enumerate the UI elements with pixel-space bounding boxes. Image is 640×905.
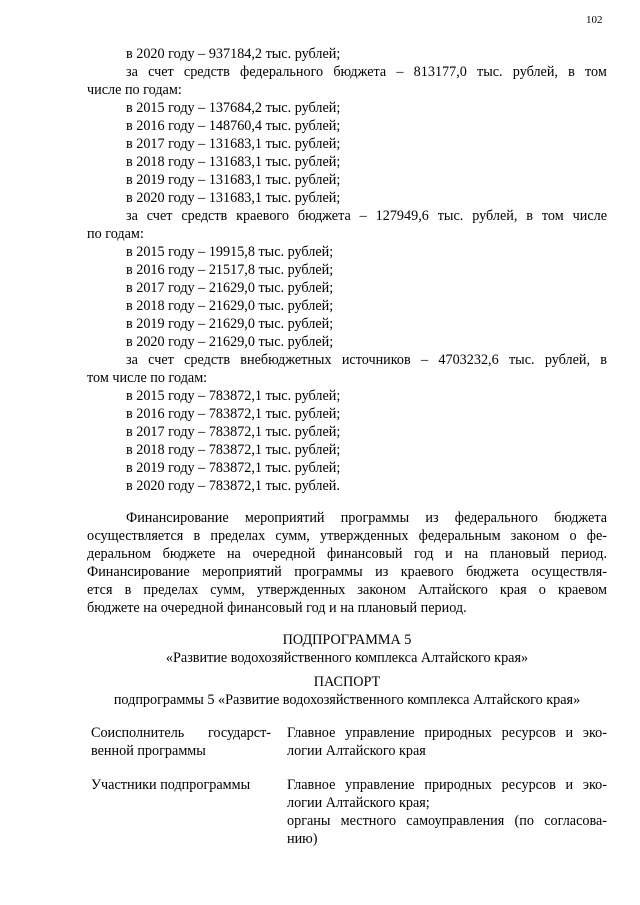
passport-row-label: Соисполнитель государст- (91, 725, 271, 741)
extra-year-line: в 2016 году – 783872,1 тыс. рублей; (126, 406, 341, 422)
passport-heading: ПАСПОРТ (313, 674, 381, 690)
regional-year-line: в 2019 году – 21629,0 тыс. рублей; (126, 316, 334, 332)
regional-budget-line: за счет средств краевого бюджета – 127949,6 тыс. рублей, в том числе (126, 208, 607, 224)
extra-year-line: в 2017 году – 783872,1 тыс. рублей; (126, 424, 341, 440)
page-number: 102 (586, 14, 603, 26)
passport-row-value: нию) (287, 831, 318, 847)
regional-year-line: в 2015 году – 19915,8 тыс. рублей; (126, 244, 334, 260)
federal-year-line: в 2020 году – 131683,1 тыс. рублей; (126, 190, 341, 206)
extra-budget-line-cont: том числе по годам: (87, 370, 208, 386)
financing-paragraph-line: деральном бюджете на очередной финансовый год и на плановый период. (87, 546, 607, 562)
passport-row-value: логии Алтайского края; (287, 795, 430, 811)
financing-paragraph-line: Финансирование мероприятий программы из краевого бюджета осуществля- (87, 564, 607, 580)
federal-year-line: в 2015 году – 137684,2 тыс. рублей; (126, 100, 341, 116)
passport-subtitle: подпрограммы 5 «Развитие водохозяйственного комплекса Алтайского края» (113, 692, 581, 708)
extra-budget-line: за счет средств внебюджетных источников – 4703232,6 тыс. рублей, в (126, 352, 607, 368)
federal-year-line: в 2016 году – 148760,4 тыс. рублей; (126, 118, 341, 134)
federal-year-line: в 2018 году – 131683,1 тыс. рублей; (126, 154, 341, 170)
financing-paragraph-line: Финансирование мероприятий программы из федерального бюджета (126, 510, 607, 526)
federal-year-line: в 2019 году – 131683,1 тыс. рублей; (126, 172, 341, 188)
regional-year-line: в 2016 году – 21517,8 тыс. рублей; (126, 262, 334, 278)
federal-year-line: в 2017 году – 131683,1 тыс. рублей; (126, 136, 341, 152)
regional-year-line: в 2020 году – 21629,0 тыс. рублей; (126, 334, 334, 350)
regional-year-line: в 2017 году – 21629,0 тыс. рублей; (126, 280, 334, 296)
extra-year-line: в 2020 году – 783872,1 тыс. рублей. (126, 478, 340, 494)
financing-paragraph-line: бюджете на очередной финансовый год и на плановый период. (87, 600, 467, 616)
passport-row-value: логии Алтайского края (287, 743, 426, 759)
federal-budget-line: за счет средств федерального бюджета – 813177,0 тыс. рублей, в том (126, 64, 607, 80)
extra-year-line: в 2019 году – 783872,1 тыс. рублей; (126, 460, 341, 476)
financing-paragraph-line: ется в пределах сумм, утвержденных законом Алтайского края о краевом (87, 582, 607, 598)
subprogram-title: «Развитие водохозяйственного комплекса Алтайского края» (165, 650, 529, 666)
extra-year-line: в 2015 году – 783872,1 тыс. рублей; (126, 388, 341, 404)
extra-year-line: в 2018 году – 783872,1 тыс. рублей; (126, 442, 341, 458)
passport-row-label: венной программы (91, 743, 206, 759)
subprogram-heading: ПОДПРОГРАММА 5 (282, 632, 412, 648)
regional-year-line: в 2018 году – 21629,0 тыс. рублей; (126, 298, 334, 314)
passport-row-value: органы местного самоуправления (по согласова- (287, 813, 607, 829)
regional-budget-line-cont: по годам: (87, 226, 144, 242)
passport-row-label: Участники подпрограммы (91, 777, 251, 793)
financing-paragraph-line: осуществляется в пределах сумм, утвержденных федеральным законом о фе- (87, 528, 607, 544)
passport-row-value: Главное управление природных ресурсов и эко- (287, 725, 607, 741)
line-2020-total: в 2020 году – 937184,2 тыс. рублей; (126, 46, 341, 62)
passport-row-value: Главное управление природных ресурсов и эко- (287, 777, 607, 793)
federal-budget-line-cont: числе по годам: (87, 82, 182, 98)
